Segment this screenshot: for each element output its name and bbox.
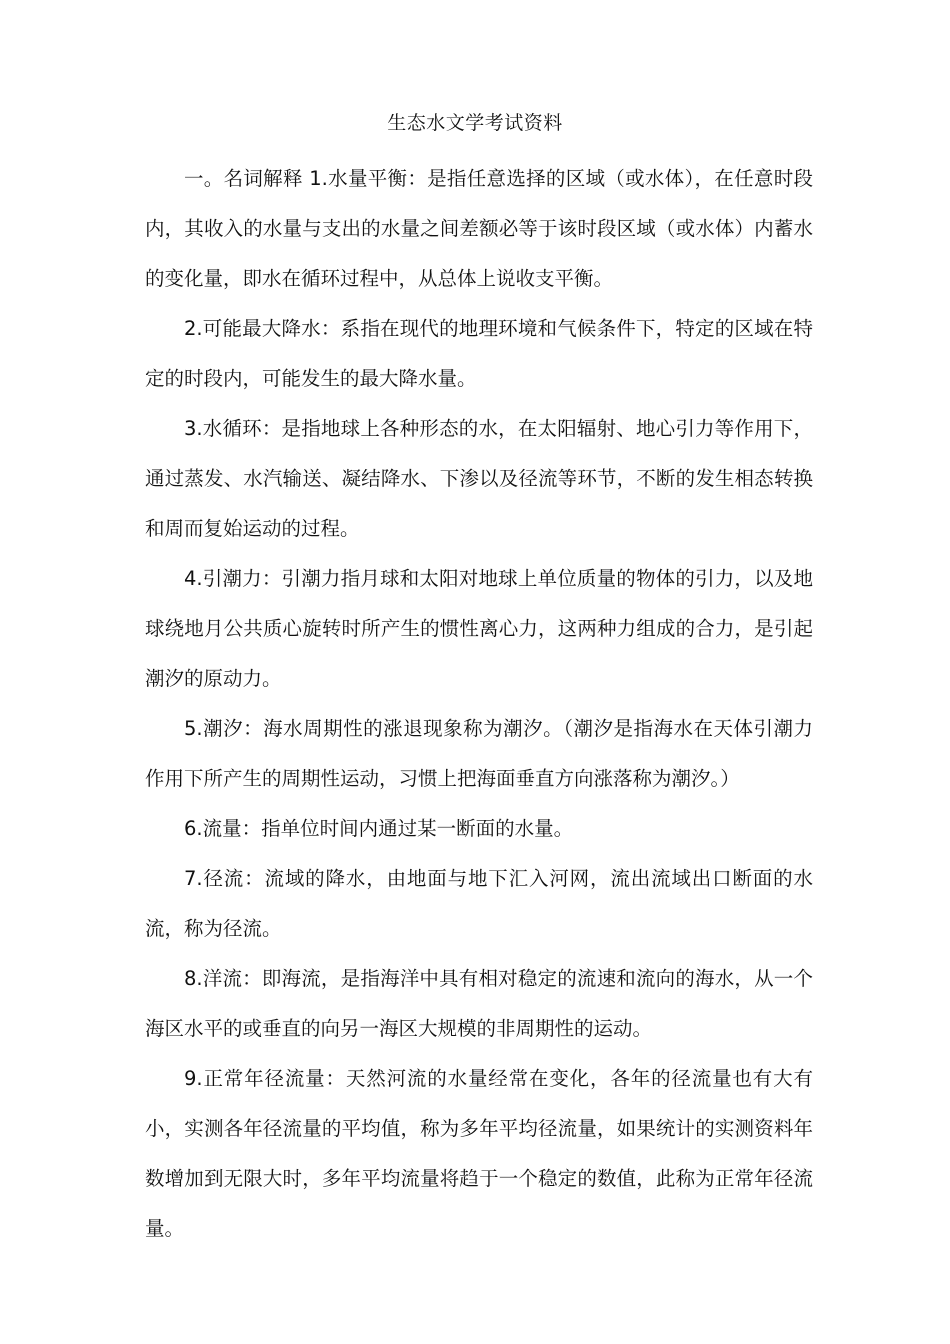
paragraph-discharge: 6.流量：指单位时间内通过某一断面的水量。: [184, 817, 574, 840]
paragraph-water-balance: 一。名词解释 1.水量平衡：是指任意选择的区域（或水体），在任意时段内，其收入的水量与支出的水量之间差额必等于该时段区域（或水体）内蓄水的变化量，即水在循环过程中，从总体上说收支平衡。: [145, 167, 813, 290]
paragraph-tide-generating-force: 4.引潮力：引潮力指月球和太阳对地球上单位质量的物体的引力，以及地球绕地月公共质心旋转时所产生的惯性离心力，这两种力组成的合力，是引起潮汐的原动力。: [145, 567, 813, 690]
paragraph-tide: 5.潮汐：海水周期性的涨退现象称为潮汐。（潮汐是指海水在天体引潮力作用下所产生的周期性运动，习惯上把海面垂直方向涨落称为潮汐。）: [145, 717, 813, 790]
paragraph-probable-maximum-precipitation: 2.可能最大降水：系指在现代的地理环境和气候条件下，特定的区域在特定的时段内，可能发生的最大降水量。: [145, 317, 813, 390]
paragraph-ocean-current: 8.洋流：即海流，是指海洋中具有相对稳定的流速和流向的海水，从一个海区水平的或垂直的向另一海区大规模的非周期性的运动。: [145, 967, 813, 1040]
paragraph-normal-annual-runoff: 9.正常年径流量：天然河流的水量经常在变化，各年的径流量也有大有小，实测各年径流量的平均值，称为多年平均径流量，如果统计的实测资料年数增加到无限大时，多年平均流量将趋于一个稳定的数值，此称为正常年径流量。: [145, 1067, 813, 1240]
document-title: 生态水文学考试资料: [387, 112, 563, 134]
document-body: [145, 154, 813, 1254]
paragraph-water-cycle: 3.水循环：是指地球上各种形态的水，在太阳辐射、地心引力等作用下，通过蒸发、水汽输送、凝结降水、下渗以及径流等环节，不断的发生相态转换和周而复始运动的过程。: [145, 417, 813, 540]
paragraph-runoff: 7.径流：流域的降水，由地面与地下汇入河网，流出流域出口断面的水流，称为径流。: [145, 867, 813, 940]
